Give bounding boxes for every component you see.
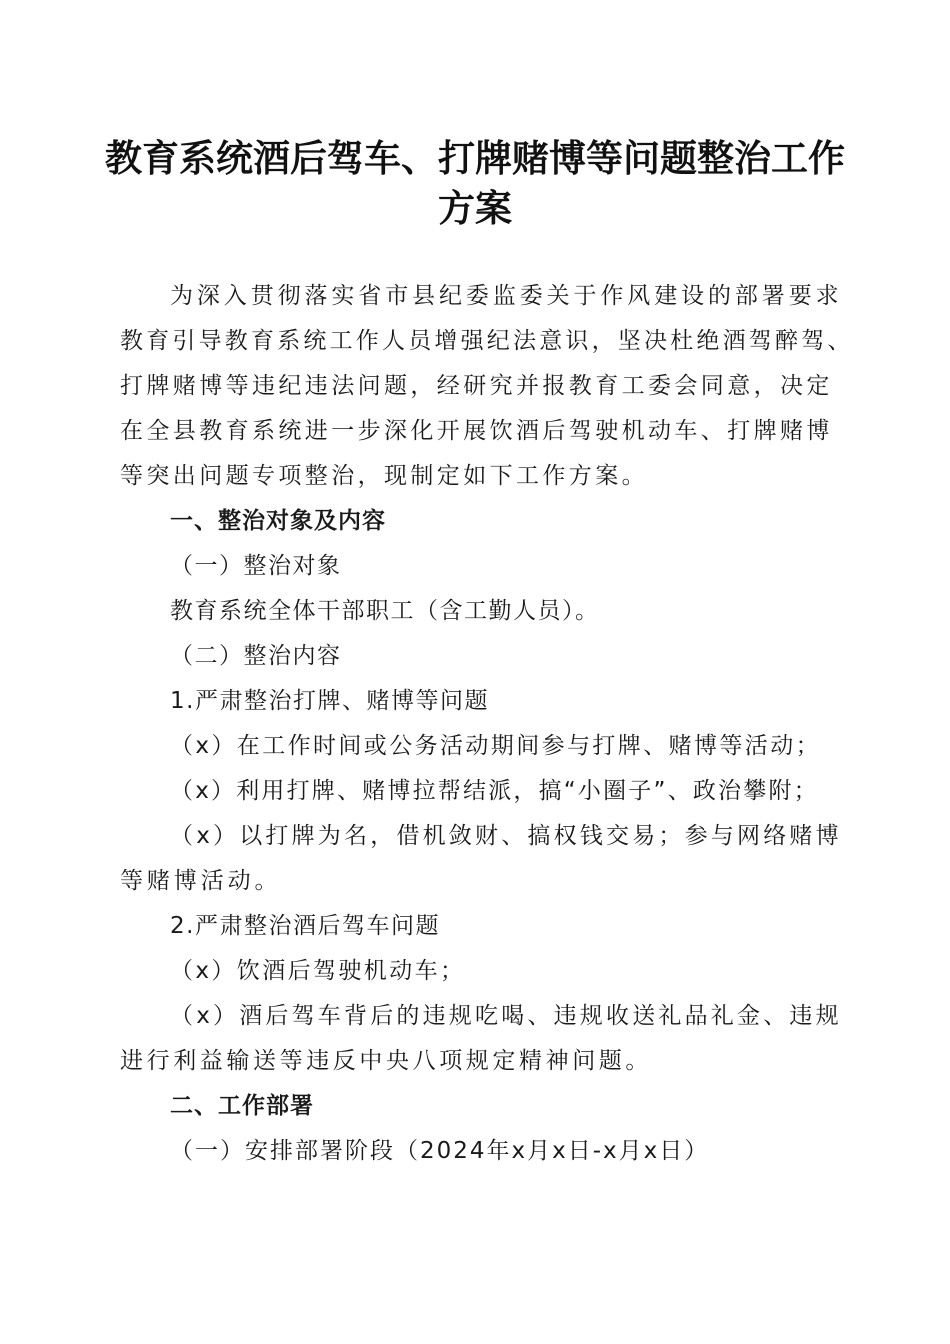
section-1-heading: 一、整治对象及内容: [170, 508, 386, 534]
item-1-heading: 1.严肃整治打牌、赌博等问题: [170, 688, 489, 714]
intro-paragraph-line: 打牌赌博等违纪违法问题，经研究并报教育工委会同意，决定: [120, 373, 833, 399]
intro-paragraph-line: 在全县教育系统进一步深化开展饮酒后驾驶机动车、打牌赌博: [120, 418, 833, 444]
item-1-point: 等赌博活动。: [120, 868, 282, 894]
item-2-point: （x）酒后驾车背后的违规吃喝、违规收送礼品礼金、违规: [170, 1003, 842, 1029]
item-1-point: （x）在工作时间或公务活动期间参与打牌、赌博等活动；: [170, 733, 822, 759]
item-1-point: （x）利用打牌、赌博拉帮结派，搞“小圈子”、政治攀附；: [170, 778, 819, 804]
document-title-line-2: 方案: [438, 186, 512, 230]
intro-paragraph-line: 等突出问题专项整治，现制定如下工作方案。: [120, 463, 648, 489]
section-2-heading: 二、工作部署: [170, 1093, 314, 1119]
intro-paragraph-line: 为深入贯彻落实省市县纪委监委关于作风建设的部署要求: [170, 283, 843, 309]
intro-paragraph-line: 教育引导教育系统工作人员增强纪法意识，坚决杜绝酒驾醉驾、: [120, 328, 854, 354]
section-1-sub-1-heading: （一）整治对象: [170, 553, 342, 579]
item-1-point: （x）以打牌为名，借机敛财、搞权钱交易；参与网络赌博: [170, 823, 842, 849]
document-title-line-1: 教育系统酒后驾车、打牌赌博等问题整治工作: [105, 136, 845, 180]
item-2-heading: 2.严肃整治酒后驾车问题: [170, 913, 440, 939]
section-1-sub-2-heading: （二）整治内容: [170, 643, 342, 669]
section-2-sub-1-heading: （一）安排部署阶段（2024年x月x日-x月x日）: [170, 1138, 710, 1164]
section-1-sub-1-text: 教育系统全体干部职工（含工勤人员）。: [170, 598, 600, 624]
item-2-point: 进行利益输送等违反中央八项规定精神问题。: [120, 1048, 652, 1074]
item-2-point: （x）饮酒后驾驶机动车；: [170, 958, 466, 984]
